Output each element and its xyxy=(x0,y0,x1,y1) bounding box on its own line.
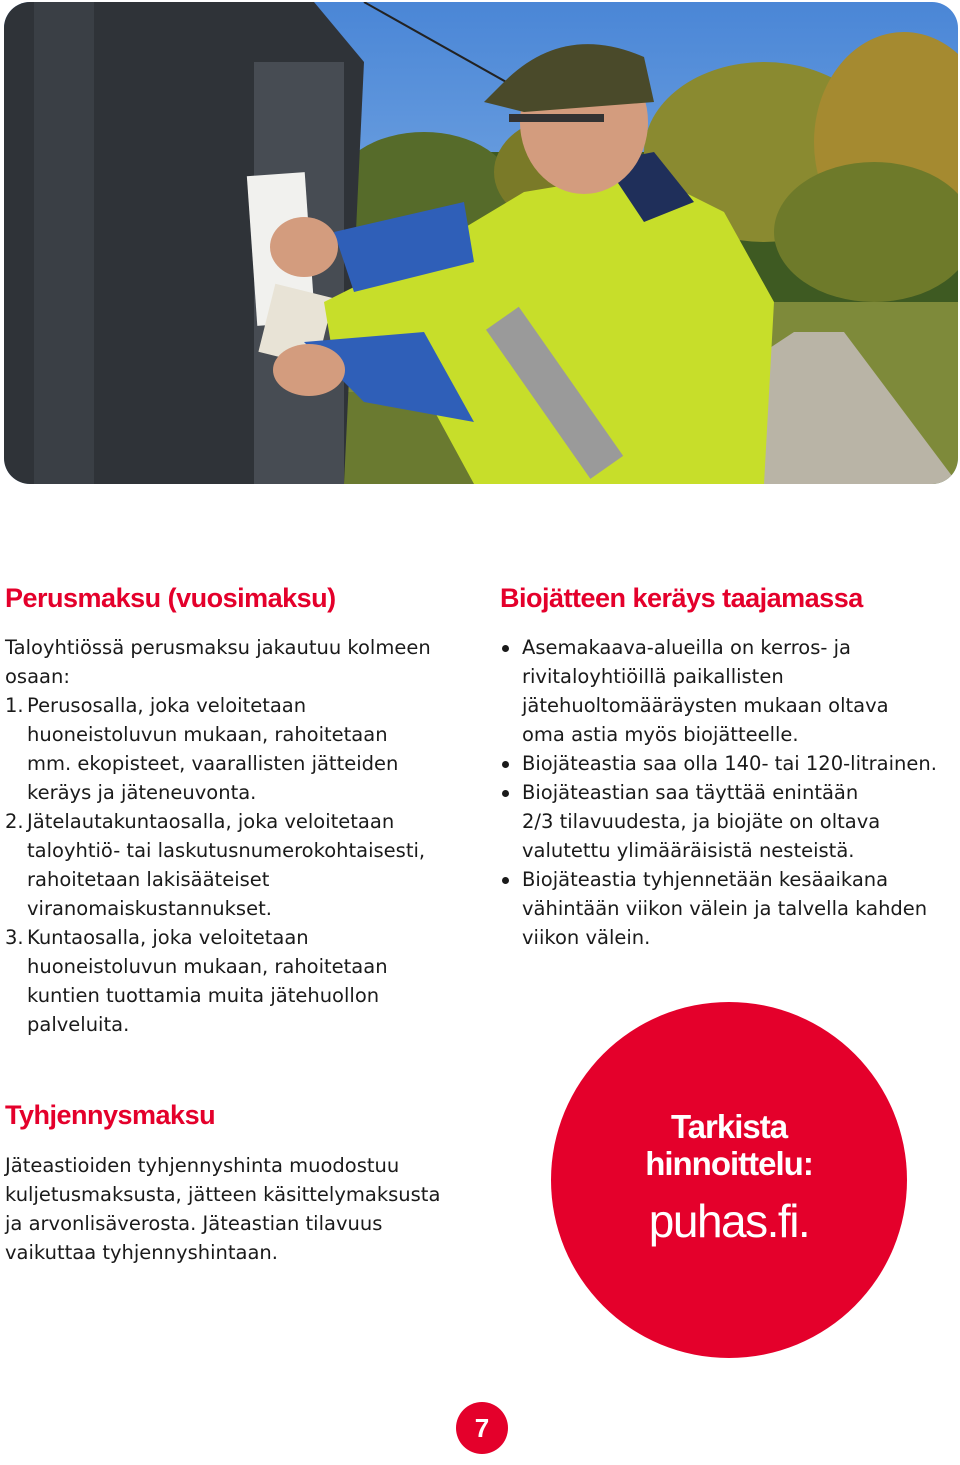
callout-url[interactable]: puhas.fi. xyxy=(648,1195,810,1247)
basic-fee-intro: Taloyhtiössä perusmaksu jakautuu kolmeen osaan: xyxy=(5,636,431,688)
emptying-fee-title: Tyhjennysmaksu xyxy=(5,1100,216,1130)
biowaste-title: Biojätteen keräys taajamassa xyxy=(500,583,863,613)
hero-photo xyxy=(4,2,958,484)
list-item: Biojäteastia saa olla 140- tai 120-litrainen. xyxy=(500,749,952,778)
list-item: Asemakaava-alueilla on kerros- ja rivitaloyhtiöillä paikallisten jätehuoltomääräysten mukaan oltava oma astia myös biojätteelle. xyxy=(500,633,912,749)
basic-fee-body xyxy=(5,633,475,1039)
callout-line1: Tarkista xyxy=(670,1108,788,1145)
pricing-callout xyxy=(551,1002,907,1358)
list-item: 1. Perusosalla, joka veloitetaan huoneistoluvun mukaan, rahoitetaan mm. ekopisteet, vaarallisten jätteiden keräys ja jäteneuvonta. xyxy=(5,694,399,804)
list-item: 2. Jätelautakuntaosalla, joka veloitetaan taloyhtiö- tai laskutusnumerokohtaisesti, rahoitetaan lakisääteiset viranomaiskustannukset. xyxy=(5,810,426,920)
list-item: Biojäteastia tyhjennetään kesäaikana vähintään viikon välein ja talvella kahden viikon välein. xyxy=(500,865,942,952)
emptying-fee-text: Jäteastioiden tyhjennyshinta muodostuu kuljetusmaksusta, jätteen käsittelymaksusta ja arvonlisäverosta. Jäteastian tilavuus vaikuttaa tyhjennyshintaan. xyxy=(5,1154,441,1264)
list-item: 3. Kuntaosalla, joka veloitetaan huoneistoluvun mukaan, rahoitetaan kuntien tuottamia muita jätehuollon palveluita. xyxy=(5,926,388,1036)
biowaste-list xyxy=(500,633,945,952)
list-item: Biojäteastian saa täyttää enintään 2/3 tilavuudesta, ja biojäte on oltava valutettu ylimääräisistä nesteistä. xyxy=(500,778,882,865)
worker-at-bin-illustration xyxy=(4,2,958,484)
page-number: 7 xyxy=(456,1402,508,1454)
basic-fee-list xyxy=(5,691,475,1039)
basic-fee-title: Perusmaksu (vuosimaksu) xyxy=(5,583,336,613)
callout-line2: hinnoittelu: xyxy=(645,1145,813,1182)
